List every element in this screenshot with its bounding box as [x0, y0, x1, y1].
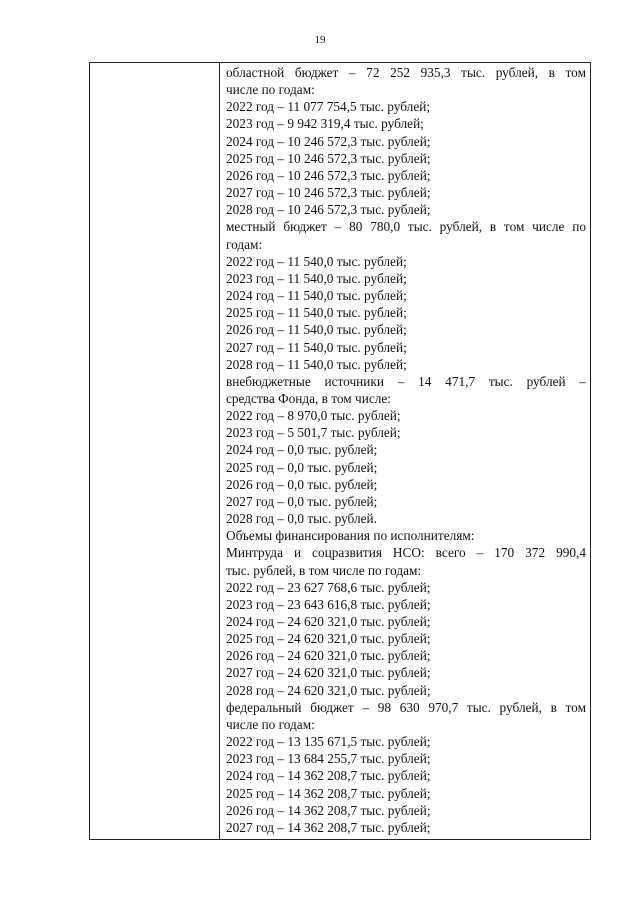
text-line: Минтруда и соцразвития НСО: всего – 170 372 990,4 [226, 545, 586, 561]
text-line: тыс. рублей, в том числе по годам: [226, 562, 422, 578]
text-line: 2026 год – 24 620 321,0 тыс. рублей; [226, 648, 431, 664]
text-line: федеральный бюджет – 98 630 970,7 тыс. рублей, в том [226, 699, 586, 715]
text-line: 2024 год – 0,0 тыс. рублей; [226, 442, 378, 458]
text-line: средства Фонда, в том числе: [226, 390, 391, 406]
text-line: 2023 год – 5 501,7 тыс. рублей; [226, 425, 401, 441]
financing-table [89, 62, 591, 840]
text-line: 2028 год – 24 620 321,0 тыс. рублей; [226, 682, 431, 698]
table-label-cell [90, 63, 220, 839]
text-line: 2022 год – 23 627 768,6 тыс. рублей; [226, 579, 431, 595]
table-content-cell [220, 63, 590, 839]
text-line: 2023 год – 23 643 616,8 тыс. рублей; [226, 596, 431, 612]
text-line: 2027 год – 14 362 208,7 тыс. рублей; [226, 819, 431, 835]
text-line: 2024 год – 24 620 321,0 тыс. рублей; [226, 614, 431, 629]
text-line: 2027 год – 0,0 тыс. рублей; [226, 493, 378, 509]
text-line: 2025 год – 10 246 572,3 тыс. рублей; [226, 150, 431, 166]
text-line: 2026 год – 14 362 208,7 тыс. рублей; [226, 802, 431, 818]
text-line: 2027 год – 24 620 321,0 тыс. рублей; [226, 665, 431, 681]
text-line: 2026 год – 11 540,0 тыс. рублей; [226, 322, 407, 338]
text-line: 2028 год – 10 246 572,3 тыс. рублей; [226, 202, 431, 218]
text-line: 2025 год – 14 362 208,7 тыс. рублей; [226, 785, 431, 801]
text-line: числе по годам: [226, 82, 315, 98]
text-line: 2027 год – 11 540,0 тыс. рублей; [226, 339, 407, 355]
text-line: 2024 год – 11 540,0 тыс. рублей; [226, 288, 407, 304]
text-line: 2026 год – 10 246 572,3 тыс. рублей; [226, 167, 431, 183]
text-line: 2028 год – 0,0 тыс. рублей. [226, 511, 377, 527]
text-line: Объемы финансирования по исполнителям: [226, 528, 475, 544]
text-line: числе по годам: [226, 716, 315, 732]
text-line: областной бюджет – 72 252 935,3 тыс. рублей, в том [226, 65, 586, 80]
text-line: 2027 год – 10 246 572,3 тыс. рублей; [226, 185, 431, 201]
text-line: 2025 год – 0,0 тыс. рублей; [226, 459, 378, 475]
text-line: 2023 год – 13 684 255,7 тыс. рублей; [226, 751, 431, 767]
text-line: 2022 год – 11 540,0 тыс. рублей; [226, 253, 407, 269]
text-line: 2026 год – 0,0 тыс. рублей; [226, 476, 378, 492]
text-line: 2022 год – 8 970,0 тыс. рублей; [226, 408, 401, 424]
text-line: 2024 год – 14 362 208,7 тыс. рублей; [226, 768, 431, 784]
text-line: 2022 год – 13 135 671,5 тыс. рублей; [226, 734, 431, 750]
text-line: местный бюджет – 80 780,0 тыс. рублей, в том числе по [226, 219, 586, 235]
text-line: 2028 год – 11 540,0 тыс. рублей; [226, 356, 407, 372]
text-line: 2022 год – 11 077 754,5 тыс. рублей; [226, 99, 431, 115]
page-number: 19 [314, 34, 326, 46]
text-line: 2024 год – 10 246 572,3 тыс. рублей; [226, 133, 431, 149]
text-line: 2023 год – 11 540,0 тыс. рублей; [226, 270, 407, 286]
text-line: 2025 год – 24 620 321,0 тыс. рублей; [226, 631, 431, 647]
text-line: 2025 год – 11 540,0 тыс. рублей; [226, 305, 407, 321]
text-line: годам: [226, 236, 263, 252]
text-line: внебюджетные источники – 14 471,7 тыс. рублей – [226, 373, 586, 389]
text-line: 2023 год – 9 942 319,4 тыс. рублей; [226, 116, 424, 132]
